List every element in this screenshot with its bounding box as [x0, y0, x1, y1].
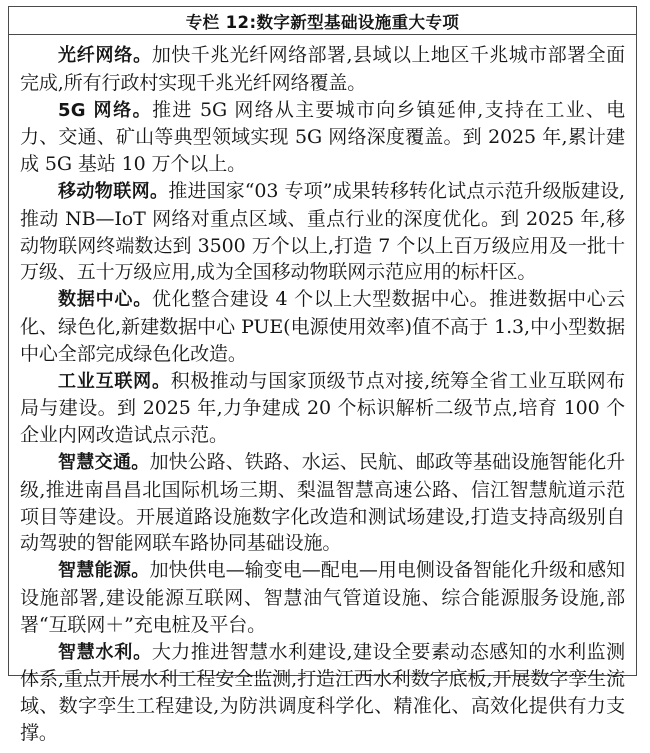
paragraph-text: 大力推进智慧水利建设,建设全要素动态感知的水利监测体系,重点开展水利工程安全监测,打造江西水利数字底板,开展数字孪生流域、数字孪生工程建设,为防洪调度科学化、精准化、高效化提供有力支撑。	[20, 640, 626, 744]
callout-box	[8, 6, 637, 744]
paragraph-lead: 智慧水利。	[58, 641, 152, 663]
paragraph-text: 加快供电—输变电—配电—用电侧设备智能化升级和感知设施部署,建设能源互联网、智慧油气管道设施、综合能源服务设施,部署“互联网＋”充电桩及平台。	[20, 559, 625, 636]
paragraph-smart-energy	[20, 557, 625, 638]
paragraph-industrial-internet	[20, 368, 625, 449]
paragraph-text: 推进国家“03 专项”成果转移转化试点示范升级版建设,推动 NB—IoT 网络对重点区域、重点行业的深度优化。到 2025 年,移动物联网终端数达到 3500 万个以上,打造 7 个以上百万级应用及一批十万级、五十万级应用,成为全国移动物联网示范应用的标杆区。	[20, 179, 626, 284]
paragraph-data-center	[20, 286, 625, 367]
paragraph-5g-network	[20, 97, 625, 178]
paragraph-fiber-network	[20, 42, 625, 97]
paragraph-mobile-iot	[20, 178, 625, 286]
paragraph-lead: 光纤网络。	[58, 45, 152, 66]
paragraph-text: 加快千兆光纤网络部署,县域以上地区千兆城市部署全面完成,所有行政村实现千兆光纤网络覆盖。	[20, 44, 626, 94]
paragraph-lead: 数据中心。	[58, 289, 153, 311]
paragraph-lead: 工业互联网。	[58, 370, 171, 392]
paragraph-text: 优化整合建设 4 个以上大型数据中心。推进数据中心云化、绿色化,新建数据中心 PUE(电源使用效率)值不高于 1.3,中小型数据中心全部完成绿色化改造。	[20, 288, 626, 365]
paragraph-lead: 智慧能源。	[58, 560, 150, 582]
paragraph-smart-transportation	[20, 449, 625, 557]
paragraph-lead: 5G 网络。	[58, 99, 153, 121]
callout-box-title: 专栏 12:数字新型基础设施重大专项	[185, 12, 460, 32]
paragraph-text: 推进 5G 网络从主要城市向乡镇延伸,支持在工业、电力、交通、矿山等典型领域实现 5G 网络深度覆盖。到 2025 年,累计建成 5G 基站 10 万个以上。	[20, 98, 625, 176]
paragraph-lead: 智慧交通。	[58, 451, 150, 473]
paragraph-lead: 移动物联网。	[58, 180, 169, 202]
paragraph-text: 加快公路、铁路、水运、民航、邮政等基础设施智能化升级,推进南昌昌北国际机场三期、梨温智慧高速公路、信江智慧航道示范项目等建设。开展道路设施数字化改造和测试场建设,打造支持高级别自动驾驶的智能网联车路协同基础设施。	[20, 450, 625, 555]
callout-box-title-row	[9, 7, 636, 35]
paragraph-smart-water-conservancy	[20, 639, 625, 747]
callout-box-body	[9, 35, 636, 753]
paragraph-text: 积极推动与国家顶级节点对接,统筹全省工业互联网布局与建设。到 2025 年,力争建成 20 个标识解析二级节点,培育 100 个企业内网改造试点示范。	[20, 369, 625, 447]
